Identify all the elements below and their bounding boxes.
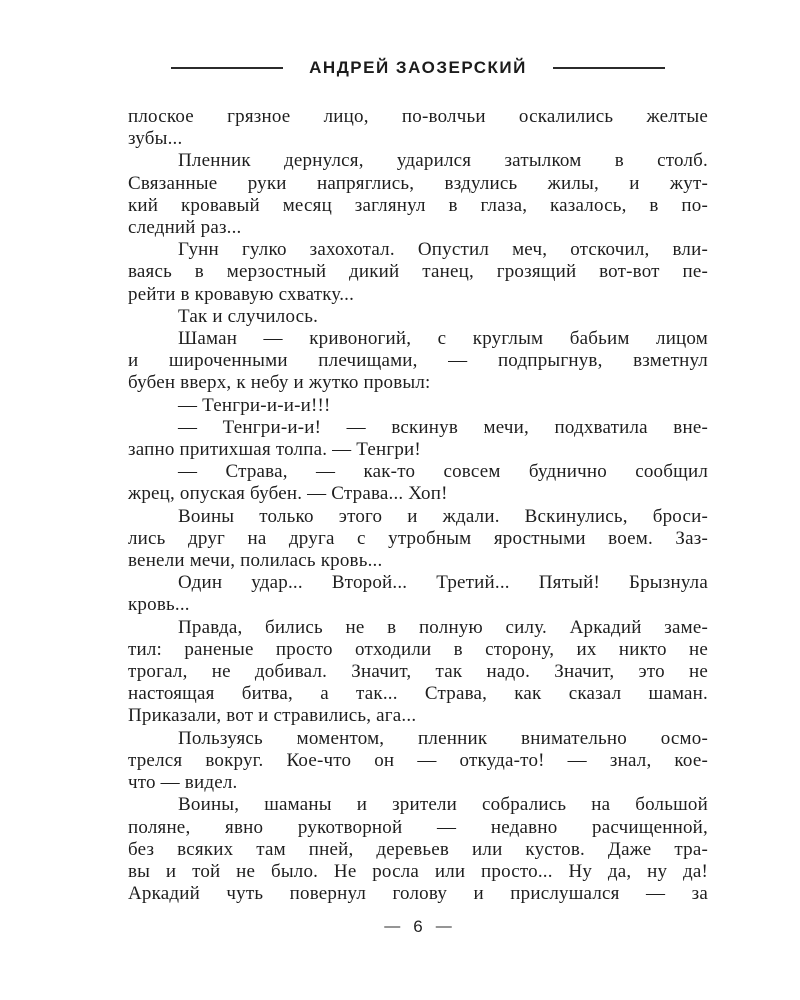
header-rule-left bbox=[171, 67, 283, 69]
text-line: Гунн гулко захохотал. Опустил меч, отскочил, вли- bbox=[178, 239, 708, 261]
paragraph bbox=[128, 506, 708, 573]
header-author-title: АНДРЕЙ ЗАОЗЕРСКИЙ bbox=[309, 58, 527, 77]
text-line: — Тенгри-и-и-и!!! bbox=[178, 394, 331, 416]
text-line: Один удар... Второй... Третий... Пятый! Брызнула bbox=[178, 572, 708, 594]
paragraph bbox=[128, 306, 708, 328]
text-line: Приказали, вот и стравились, ага... bbox=[128, 705, 417, 727]
body-text bbox=[128, 106, 708, 905]
paragraph bbox=[128, 794, 708, 905]
text-line: рейти в кровавую схватку... bbox=[128, 283, 355, 305]
text-line: запно притихшая толпа. — Тенгри! bbox=[128, 439, 421, 461]
text-line: тил: раненые просто отходили в сторону, их никто не bbox=[128, 638, 708, 660]
text-line: — Страва, — как-то совсем буднично сообщил bbox=[178, 461, 708, 483]
text-line: Правда, бились не в полную силу. Аркадий заме- bbox=[178, 616, 708, 638]
text-line: Пользуясь моментом, пленник внимательно осмо- bbox=[178, 727, 708, 749]
text-line: лись друг на друга с утробным яростными воем. Заз- bbox=[128, 527, 708, 549]
text-line: и широченными плечищами, — подпрыгнув, взметнул bbox=[128, 350, 708, 372]
text-line: без всяких там пней, деревьев или кустов. Даже тра- bbox=[128, 838, 708, 860]
text-line: кий кровавый месяц заглянул в глаза, казалось, в по- bbox=[128, 194, 708, 216]
paragraph bbox=[128, 150, 708, 239]
text-line: следний раз... bbox=[128, 217, 242, 239]
text-line: что — видел. bbox=[128, 772, 238, 794]
text-line: — Тенгри-и-и! — вскинув мечи, подхватила вне- bbox=[178, 416, 708, 438]
paragraph bbox=[128, 395, 708, 417]
running-header bbox=[128, 58, 708, 78]
paragraph bbox=[128, 617, 708, 728]
text-line: Пленник дернулся, ударился затылком в столб. bbox=[178, 150, 708, 172]
text-line: жрец, опуская бубен. — Страва... Хоп! bbox=[128, 483, 448, 505]
text-line: трелся вокруг. Кое-что он — откуда-то! — знал, кое- bbox=[128, 749, 708, 771]
text-line: Так и случилось. bbox=[178, 305, 319, 327]
page-footer bbox=[128, 917, 708, 937]
paragraph bbox=[128, 328, 708, 395]
paragraph bbox=[128, 106, 708, 150]
page-number: 6 bbox=[413, 917, 423, 936]
paragraph bbox=[128, 417, 708, 461]
text-line: трогал, не добивал. Значит, так надо. Значит, это не bbox=[128, 661, 708, 683]
text-line: Аркадий чуть повернул голову и прислушался — за bbox=[128, 883, 708, 905]
text-line: зубы... bbox=[128, 128, 183, 150]
text-line: венели мечи, полилась кровь... bbox=[128, 550, 383, 572]
footer-dash-left: — bbox=[384, 918, 401, 935]
paragraph bbox=[128, 728, 708, 795]
footer-dash-right: — bbox=[435, 918, 452, 935]
text-line: Шаман — кривоногий, с круглым бабьим лицом bbox=[178, 328, 708, 350]
paragraph bbox=[128, 239, 708, 306]
paragraph bbox=[128, 461, 708, 505]
text-line: ваясь в мерзостный дикий танец, грозящий вот-вот пе- bbox=[128, 261, 708, 283]
text-line: Воины, шаманы и зрители собрались на большой bbox=[178, 794, 708, 816]
text-line: бубен вверх, к небу и жутко провыл: bbox=[128, 372, 431, 394]
text-line: кровь... bbox=[128, 594, 190, 616]
text-line: Воины только этого и ждали. Вскинулись, броси- bbox=[178, 505, 708, 527]
text-line: настоящая битва, а так... Страва, как сказал шаман. bbox=[128, 683, 708, 705]
text-line: поляне, явно рукотворной — недавно расчищенной, bbox=[128, 816, 708, 838]
text-line: вы и той не было. Не росла или просто... Ну да, ну да! bbox=[128, 860, 708, 882]
text-line: плоское грязное лицо, по-волчьи оскалились желтые bbox=[128, 106, 708, 127]
paragraph bbox=[128, 572, 708, 616]
text-line: Связанные руки напряглись, вздулись жилы, и жут- bbox=[128, 172, 708, 194]
header-rule-right bbox=[553, 67, 665, 69]
